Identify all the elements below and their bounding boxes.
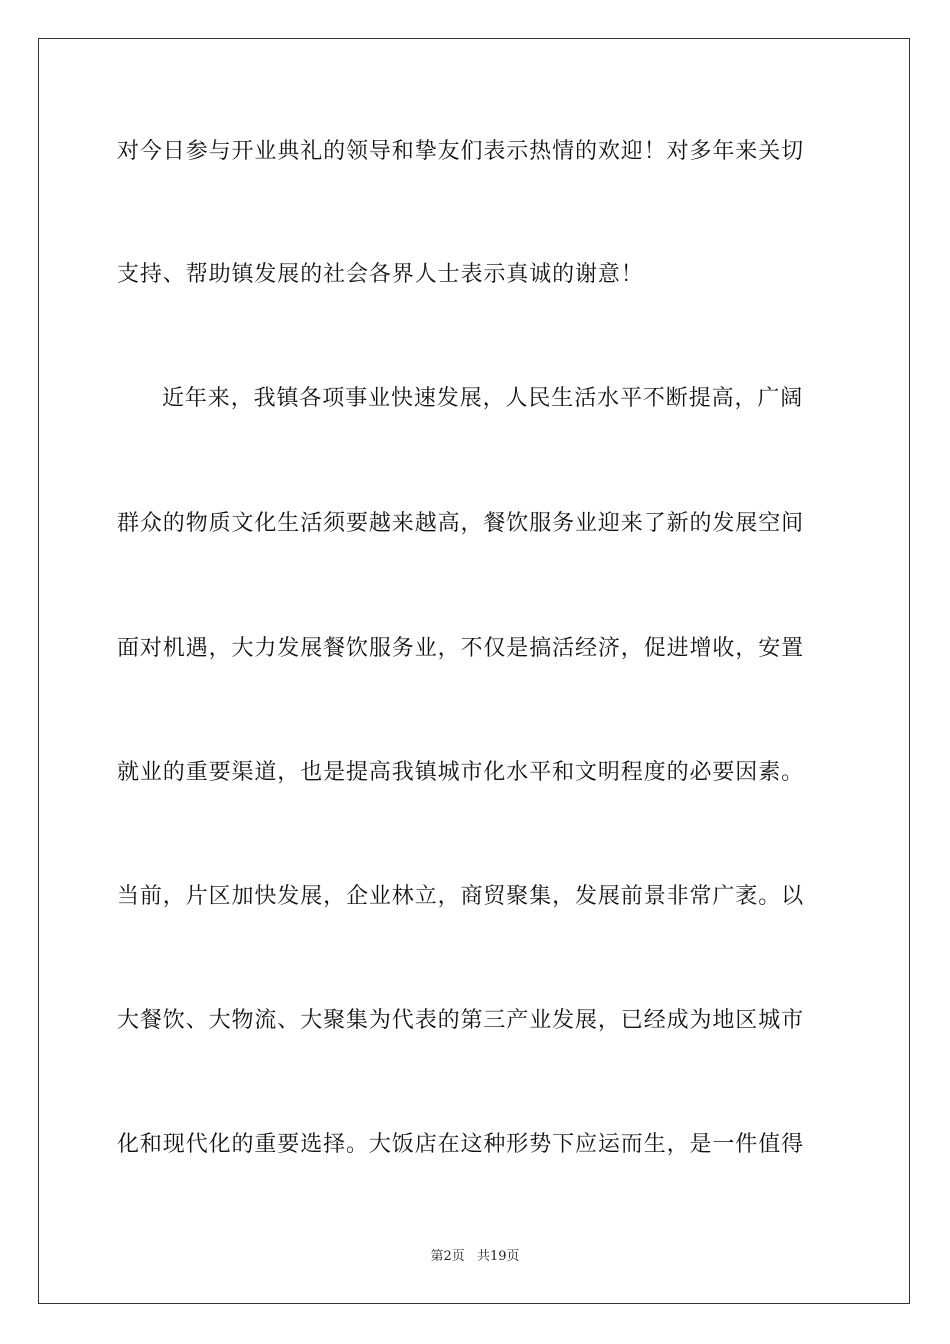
text-line: 支持、帮助镇发展的社会各界人士表示真诚的谢意！ [117,262,644,287]
text-line: 群众的物质文化生活须要越来越高，餐饮服务业迎来了新的发展空间 [117,511,805,536]
text-line: 对今日参与开业典礼的领导和挚友们表示热情的欢迎！对多年来关切 [117,139,805,164]
text-line: 就业的重要渠道，也是提高我镇城市化水平和文明程度的必要因素。 [117,760,805,785]
page-footer [0,1248,950,1266]
text-line: 当前，片区加快发展，企业林立，商贸聚集，发展前景非常广袤。以 [117,884,805,909]
page-number-total: 共19页 [476,1249,520,1264]
text-line: 化和现代化的重要选择。大饭店在这种形势下应运而生，是一件值得 [117,1132,805,1157]
text-line: 大餐饮、大物流、大聚集为代表的第三产业发展，已经成为地区城市 [117,1008,805,1033]
page-border [38,38,910,1304]
text-line: 面对机遇，大力发展餐饮服务业，不仅是搞活经济，促进增收，安置 [117,636,805,661]
page-number-current: 第2页 [430,1249,465,1264]
text-line: 近年来，我镇各项事业快速发展，人民生活水平不断提高，广阔 [162,386,804,411]
